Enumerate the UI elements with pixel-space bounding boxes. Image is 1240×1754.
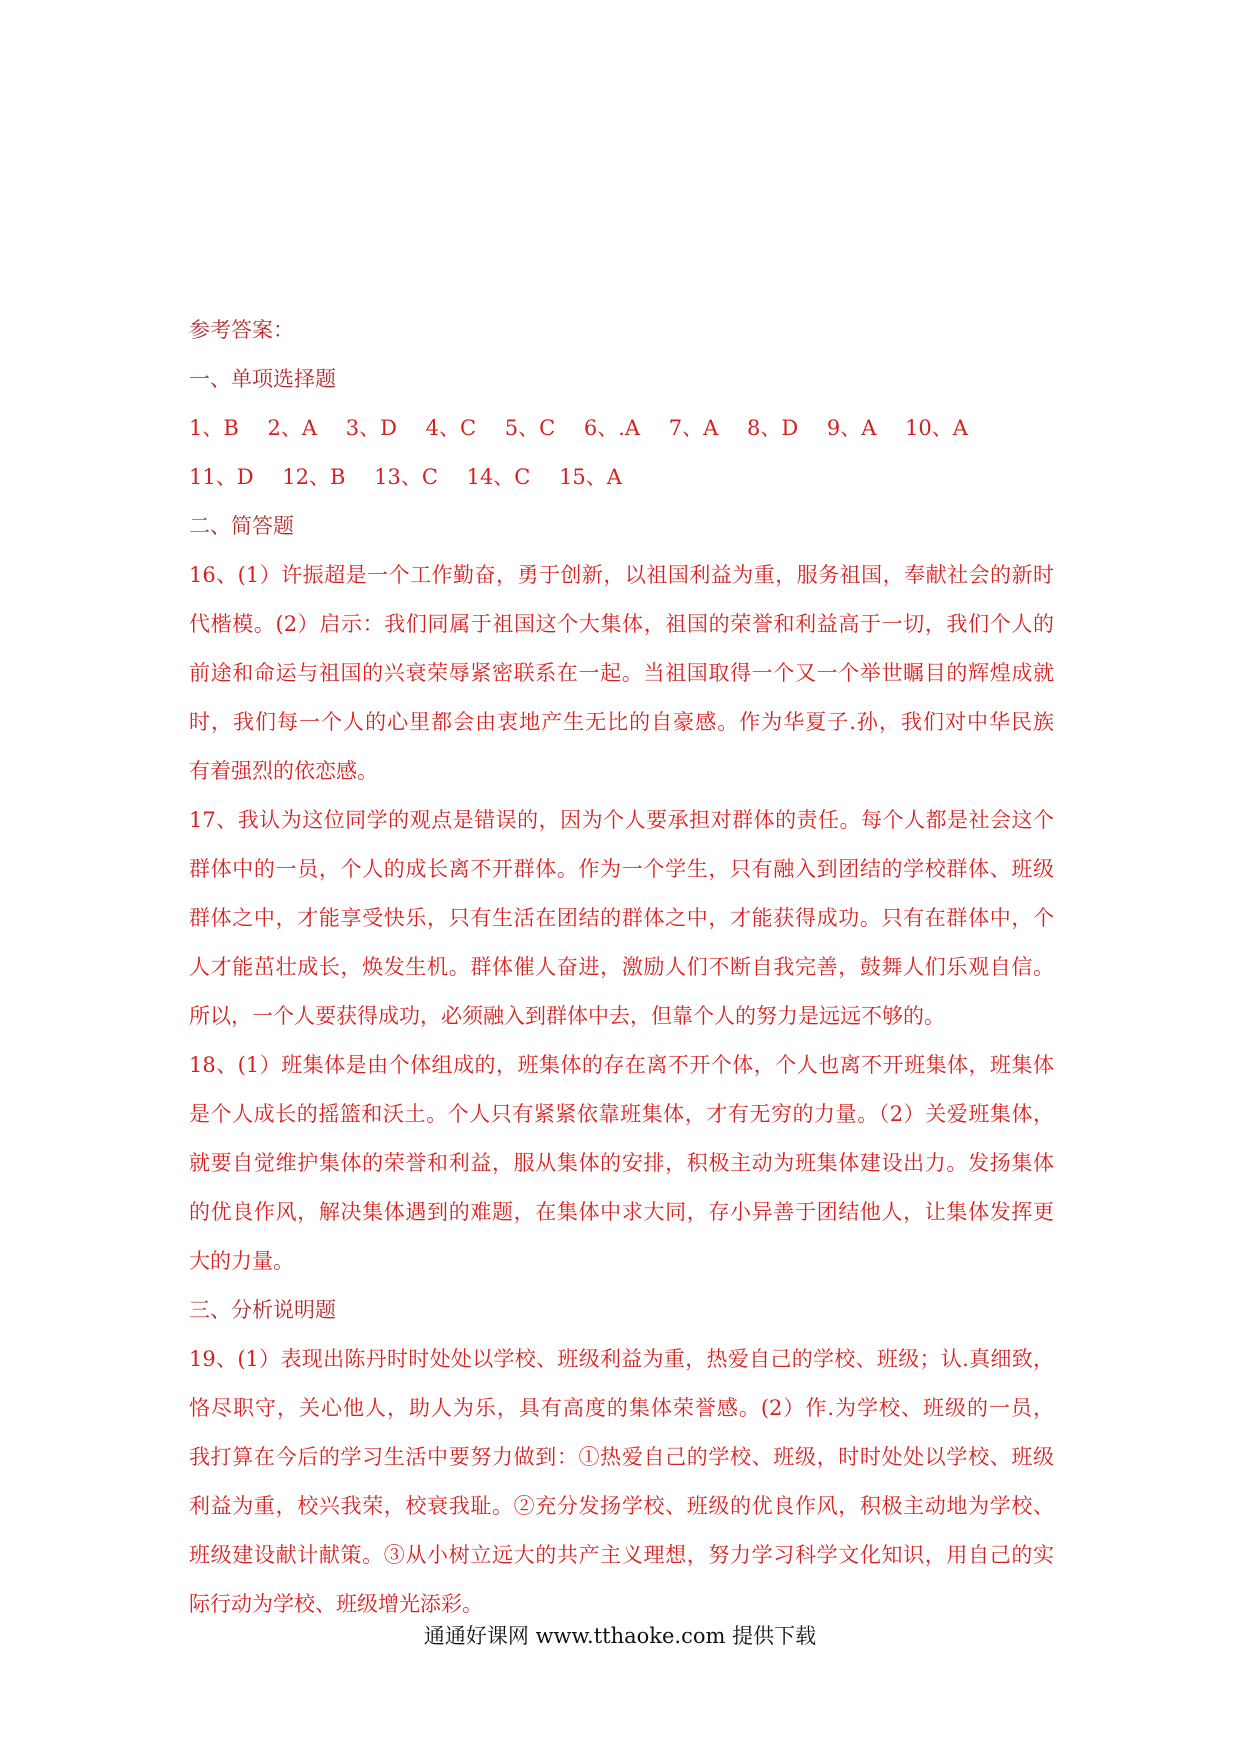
answer-line: 人才能茁壮成长，焕发生机。群体催人奋进，激励人们不断自我完善，鼓舞人们乐观自信。	[189, 955, 1054, 979]
answer-line: 是个人成长的摇篮和沃土。个人只有紧紧依靠班集体，才有无穷的力量。（2）关爱班集体，	[189, 1102, 1054, 1126]
mc-answer: 1、B	[189, 416, 239, 440]
answer-18	[189, 1041, 1054, 1286]
mc-answer: 11、D	[189, 465, 254, 489]
mc-answer: 15、A	[559, 465, 622, 489]
mc-answer: 10、A	[905, 416, 968, 440]
answer-line: 就要自觉维护集体的荣誉和利益，服从集体的安排，积极主动为班集体建设出力。发扬集体	[189, 1151, 1054, 1175]
answer-line: 18、(1）班集体是由个体组成的，班集体的存在离不开个体，个人也离不开班集体，班集体	[189, 1053, 1054, 1077]
mc-answer: 14、C	[466, 465, 531, 489]
mc-answer: 6、.A	[583, 416, 641, 440]
answer-line: 恪尽职守，关心他人，助人为乐，具有高度的集体荣誉感。(2）作.为学校、班级的一员，	[189, 1396, 1054, 1420]
footer-credit: 通通好课网 www.tthaoke.com 提供下载	[423, 1624, 817, 1648]
section-heading-short-answer: 二、简答题	[189, 514, 294, 538]
mc-answer: 4、C	[425, 416, 477, 440]
answer-key	[189, 306, 1054, 1629]
section-heading-analysis: 三、分析说明题	[189, 1298, 336, 1322]
mc-answers-row-2	[189, 453, 1054, 502]
mc-answer: 2、A	[267, 416, 318, 440]
mc-answer: 8、D	[746, 416, 799, 440]
answer-line: 利益为重，校兴我荣，校衰我耻。②充分发扬学校、班级的优良作风，积极主动地为学校、	[189, 1494, 1054, 1518]
answer-17	[189, 796, 1054, 1041]
answer-line: 我打算在今后的学习生活中要努力做到：①热爱自己的学校、班级，时时处处以学校、班级	[189, 1445, 1054, 1469]
mc-answer: 5、C	[504, 416, 556, 440]
answer-line: 群体中的一员，个人的成长离不开群体。作为一个学生，只有融入到团结的学校群体、班级	[189, 857, 1054, 881]
answer-line: 群体之中，才能享受快乐，只有生活在团结的群体之中，才能获得成功。只有在群体中，个	[189, 906, 1054, 930]
section-heading-multiple-choice: 一、单项选择题	[189, 367, 336, 391]
answer-line: 班级建设献计献策。③从小树立远大的共产主义理想，努力学习科学文化知识，用自己的实	[189, 1543, 1054, 1567]
answer-line: 前途和命运与祖国的兴衰荣辱紧密联系在一起。当祖国取得一个又一个举世瞩目的辉煌成就	[189, 661, 1054, 685]
mc-answer: 9、A	[826, 416, 877, 440]
answer-line: 代楷模。(2）启示：我们同属于祖国这个大集体，祖国的荣誉和利益高于一切，我们个人的	[189, 612, 1054, 636]
page-title: 参考答案：	[189, 318, 294, 342]
answer-line: 所以，一个人要获得成功，必须融入到群体中去，但靠个人的努力是远远不够的。	[189, 1004, 945, 1028]
mc-answer: 12、B	[282, 465, 346, 489]
answer-line: 大的力量。	[189, 1249, 294, 1273]
answer-line: 19、(1）表现出陈丹时时处处以学校、班级利益为重，热爱自己的学校、班级；认.真细致，	[189, 1347, 1054, 1371]
answer-line: 16、(1）许振超是一个工作勤奋，勇于创新，以祖国利益为重，服务祖国，奉献社会的新时	[189, 563, 1054, 587]
mc-answer: 3、D	[345, 416, 397, 440]
mc-answers-row-1	[189, 404, 1054, 453]
answer-line: 17、我认为这位同学的观点是错误的，因为个人要承担对群体的责任。每个人都是社会这个	[189, 808, 1054, 832]
answer-line: 时，我们每一个人的心里都会由衷地产生无比的自豪感。作为华夏子.孙，我们对中华民族	[189, 710, 1054, 734]
answer-19	[189, 1335, 1054, 1629]
mc-answer: 13、C	[374, 465, 438, 489]
answer-line: 有着强烈的依恋感。	[189, 759, 378, 783]
answer-line: 际行动为学校、班级增光添彩。	[189, 1592, 483, 1616]
mc-answer: 7、A	[668, 416, 719, 440]
answer-line: 的优良作风，解决集体遇到的难题，在集体中求大同，存小异善于团结他人，让集体发挥更	[189, 1200, 1054, 1224]
answer-16	[189, 551, 1054, 796]
